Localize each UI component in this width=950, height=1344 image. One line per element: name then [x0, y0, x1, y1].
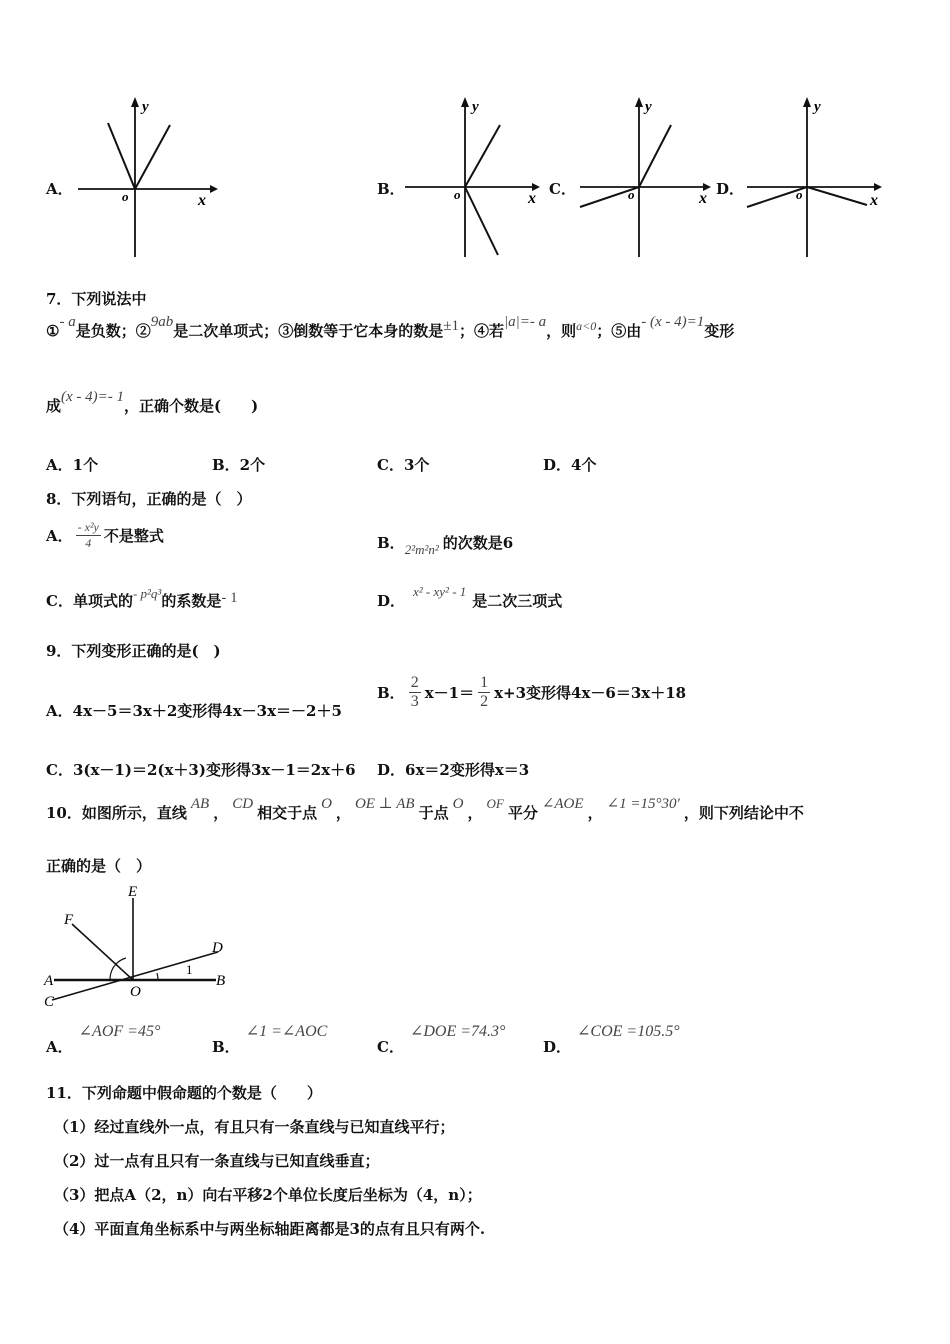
origin-label: o: [628, 187, 635, 202]
graph-line-up: [639, 125, 671, 187]
q6-option-b-label: B．: [377, 180, 405, 198]
q11-item-1: （1）经过直线外一点，有且只有一条直线与已知直线平行；: [54, 1118, 455, 1136]
q7-m3: ±1: [443, 318, 459, 334]
y-label: y: [472, 99, 479, 115]
q8-a-text: 不是整式: [103, 527, 164, 545]
q9-b-num1: 2: [410, 674, 419, 691]
q9-b-fraction2: [478, 674, 490, 711]
q8-b-label: B．: [377, 534, 405, 552]
origin-label: o: [122, 189, 129, 204]
q11-item-4: （4）平面直角坐标系中与两坐标轴距离都是3的点有且只有两个.: [54, 1220, 486, 1238]
y-axis-arrow-icon: [635, 97, 643, 107]
y-axis-arrow-icon: [131, 97, 139, 107]
q8-d-math: x² - xy² - 1: [413, 584, 467, 599]
q10-p3: 相交于点: [257, 804, 318, 822]
x-label: x: [198, 192, 206, 209]
q10-m4: OE ⊥ AB: [354, 796, 415, 812]
q10-p4: ，: [335, 804, 351, 822]
q7-p8: 成: [46, 397, 62, 415]
q10-figure: [40, 880, 240, 1012]
q6-option-c-label: C．: [549, 180, 576, 198]
q10-b-math: ∠1 =∠AOC: [245, 1023, 328, 1040]
ray-of: [72, 924, 133, 980]
q7-line1: [46, 314, 735, 341]
q7-line2: [46, 389, 259, 416]
q10-m6: OF: [486, 796, 504, 811]
q10-m8: ∠1 =15°30′: [606, 796, 680, 812]
q7-m5: a<0: [576, 319, 597, 333]
q9-b-fraction1: [409, 674, 421, 711]
q7-p6: ；⑤由: [596, 322, 642, 340]
q10-p2: ，: [213, 804, 229, 822]
q10-option-b[interactable]: [212, 1020, 328, 1056]
label-f: F: [64, 912, 74, 928]
q11-stem: 11．下列命题中假命题的个数是（ ）: [46, 1084, 322, 1102]
origin-label: o: [796, 187, 803, 202]
q7-m8: (x - 4)=- 1: [61, 389, 125, 405]
label-d: D: [212, 940, 223, 956]
x-label: x: [528, 190, 536, 207]
q7-option-a[interactable]: A．1个: [46, 456, 99, 474]
q8-c-mid: 的系数是: [161, 592, 222, 610]
q6-graph-b[interactable]: [400, 95, 550, 260]
origin-label: o: [454, 187, 461, 202]
q6-graph-d[interactable]: [742, 95, 892, 260]
q9-b-tail: x+3变形得4x－6＝3x＋18: [494, 684, 687, 702]
q7-option-c[interactable]: C．3个: [377, 456, 430, 474]
q8-c-label: C．单项式的: [46, 592, 133, 610]
y-axis-arrow-icon: [803, 97, 811, 107]
q11-item-3: （3）把点A（2，n）向右平移2个单位长度后坐标为（4，n）；: [54, 1186, 482, 1204]
q8-a-denominator: 4: [85, 536, 92, 550]
q10-p1: 10．如图所示，直线: [46, 804, 187, 822]
q8-option-a[interactable]: [46, 520, 164, 551]
q10-c-label: C．: [377, 1038, 404, 1056]
q10-a-math: ∠AOF =45°: [78, 1023, 161, 1040]
label-c: C: [44, 994, 55, 1010]
q8-stem: 8．下列语句，正确的是（ ）: [46, 490, 252, 508]
q8-a-numerator: - x²y: [77, 520, 99, 534]
q8-d-label: D．: [377, 592, 406, 610]
q10-p5: 于点: [418, 804, 449, 822]
y-label: y: [142, 99, 149, 115]
q10-a-label: A．: [46, 1038, 73, 1056]
q10-b-label: B．: [212, 1038, 240, 1056]
y-axis-arrow-icon: [461, 97, 469, 107]
angle-arc-foe: [116, 958, 126, 964]
q10-p9: ，则下列结论中不: [683, 804, 804, 822]
y-label: y: [645, 99, 652, 115]
q9-stem: 9．下列变形正确的是( ): [46, 642, 221, 660]
q9-b-mid: x－1＝: [424, 684, 475, 702]
label-angle-1: 1: [186, 962, 193, 977]
q7-p4: ；④若: [458, 322, 504, 340]
q10-d-label: D．: [543, 1038, 572, 1056]
q10-c-math: ∠DOE =74.3°: [409, 1023, 506, 1040]
q9-b-den2: 2: [480, 693, 489, 710]
q7-p1: ①: [46, 322, 60, 340]
q10-m5: O: [452, 796, 464, 812]
q10-option-c[interactable]: [377, 1020, 506, 1056]
q10-p6: ，: [467, 804, 483, 822]
label-b: B: [216, 973, 226, 989]
q10-stem-line1: [46, 796, 804, 823]
q9-option-d[interactable]: D．6x＝2变形得x＝3: [377, 761, 530, 779]
q6-graph-c[interactable]: [575, 95, 720, 260]
label-e: E: [128, 884, 138, 900]
q8-d-text: 是二次三项式: [472, 592, 563, 610]
q10-m7: ∠AOE: [541, 796, 584, 812]
label-a: A: [44, 973, 54, 989]
q11-item-2: （2）过一点有且只有一条直线与已知直线垂直；: [54, 1152, 380, 1170]
q8-b-text: 的次数是6: [442, 534, 514, 552]
q8-a-label: A．: [46, 527, 73, 545]
q7-p7: 变形: [704, 322, 735, 340]
x-label: x: [699, 190, 707, 207]
q6-option-a-label: A．: [46, 180, 73, 198]
y-label: y: [814, 99, 821, 115]
x-label: x: [870, 192, 878, 209]
q8-option-c[interactable]: [46, 586, 238, 611]
q10-m2: CD: [232, 796, 254, 812]
q9-option-b[interactable]: [377, 674, 686, 711]
graph-line-down: [465, 187, 498, 255]
q9-b-num2: 1: [480, 674, 489, 691]
q8-option-d[interactable]: [377, 584, 563, 611]
q8-c-math: - p²q³: [132, 586, 162, 601]
q9-b-label: B．: [377, 684, 405, 702]
q6-graph-a[interactable]: [70, 95, 220, 260]
q6-option-d-label: D．: [716, 180, 745, 198]
q7-p3: 是二次单项式；③倒数等于它本身的数是: [173, 322, 444, 340]
graph-line-up: [465, 125, 500, 187]
q8-option-b[interactable]: [377, 532, 514, 557]
q9-option-c[interactable]: C．3(x－1)＝2(x＋3)变形得3x－1＝2x＋6: [46, 761, 356, 779]
q7-option-d[interactable]: D．4个: [543, 456, 597, 474]
graph-line-right: [807, 187, 867, 205]
q10-stem-line2: 正确的是（ ）: [46, 857, 152, 875]
q8-c-math2: - 1: [221, 590, 238, 606]
q9-option-a[interactable]: A．4x－5＝3x＋2变形得4x－3x＝－2＋5: [46, 702, 342, 720]
q7-stem: 7．下列说法中: [46, 290, 147, 308]
q7-m4: |a|=- a: [503, 314, 547, 330]
q9-b-den1: 3: [410, 693, 419, 710]
x-axis-arrow-icon: [874, 183, 882, 191]
q7-p5: ，则: [546, 322, 577, 340]
q7-p2: 是负数；②: [75, 322, 151, 340]
q7-p9: ，正确个数是( ): [124, 397, 259, 415]
angle-arc-aof: [110, 964, 116, 980]
q7-m2: 9ab: [150, 314, 174, 330]
graph-line-left: [108, 123, 135, 189]
x-axis-arrow-icon: [210, 185, 218, 193]
q10-option-d[interactable]: [543, 1020, 680, 1056]
q7-m6: - (x - 4)=1: [641, 314, 705, 330]
q8-b-math: 2²m²n²: [404, 542, 439, 557]
label-o: O: [130, 984, 141, 1000]
q10-option-a[interactable]: [46, 1020, 161, 1056]
graph-line-right: [135, 125, 170, 189]
q10-m3: O: [321, 796, 332, 812]
q8-a-fraction: [76, 520, 101, 551]
q10-p8: ，: [587, 804, 603, 822]
q10-p7: 平分: [507, 804, 538, 822]
q10-m1: AB: [190, 796, 210, 812]
q7-m1: - a: [59, 314, 76, 330]
q10-d-math: ∠COE =105.5°: [577, 1023, 680, 1040]
q7-option-b[interactable]: B．2个: [212, 456, 266, 474]
